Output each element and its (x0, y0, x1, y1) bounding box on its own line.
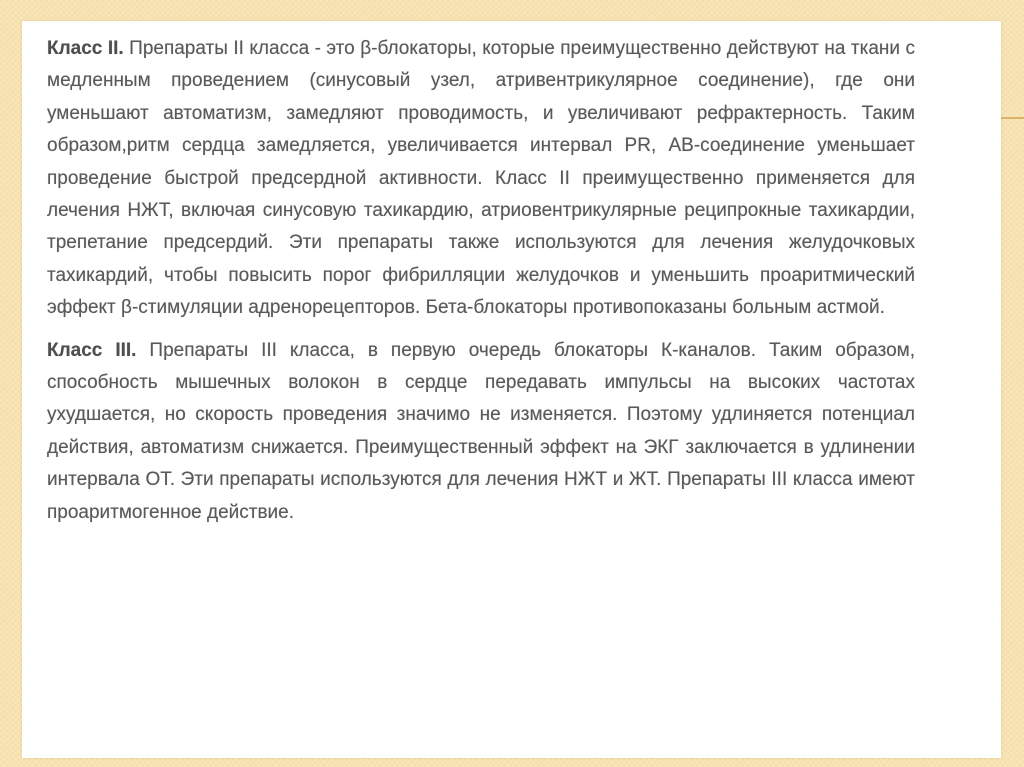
document-text (47, 33, 915, 529)
paragraph-class-3 (47, 335, 915, 529)
class-3-label: Класс III. (47, 339, 137, 361)
paragraph-class-2 (47, 33, 915, 325)
class-2-label: Класс II. (47, 38, 124, 59)
content-panel (22, 21, 1001, 758)
class-3-text: Препараты III класса, в первую очередь блокаторы К-каналов. Таким образом, способность мышечных волокон в сердце передавать импульсы на высоких частотах ухудшается, но скорость проведения значимо не изменяется. Поэтому удлиняется потенциал действия, автоматизм снижается. Преимущественный эффект на ЭКГ заключается в удлинении интервала ОТ. Эти препараты используются для лечения НЖТ и ЖТ. Препараты III класса имеют проаритмогенное действие. (47, 339, 915, 523)
class-2-text: Препараты II класса - это β-блокаторы, которые преимущественно действуют на ткани с медленным проведением (синусовый узел, атривентрикулярное соединение), где они уменьшают автоматизм, замедляют проводимость, и увеличивают рефрактерность. Таким образом,ритм сердца замедляется, увеличивается интервал PR, АВ-соединение уменьшает проведение быстрой предсердной активности. Класс II преимущественно применяется для лечения НЖТ, включая синусовую тахикардию, атриовентрикулярные реципрокные тахикардии, трепетание предсердий. Эти препараты также используются для лечения желудочковых тахикардий, чтобы повысить порог фибрилляции желудочков и уменьшить проаритмический эффект β-стимуляции адренорецепторов. Бета-блокаторы противопоказаны больным астмой. (47, 38, 916, 319)
decorative-accent-line (1000, 117, 1024, 119)
